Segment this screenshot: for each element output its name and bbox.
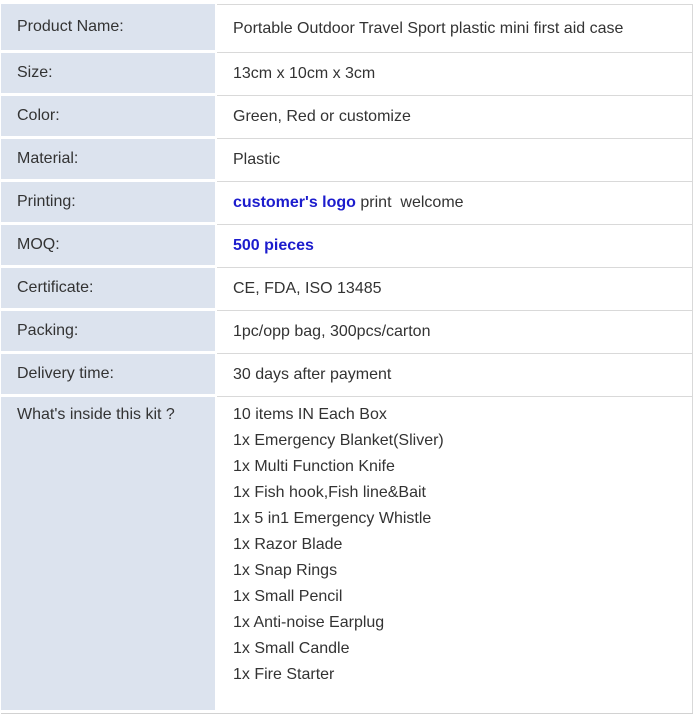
table-row-moq (1, 225, 693, 268)
kit-list-item: 1x Emergency Blanket(Sliver) (233, 432, 444, 449)
spec-label-printing (1, 182, 217, 225)
printing-highlight-text: customer's logo (233, 194, 356, 211)
spec-value-size (217, 53, 693, 96)
kit-list-item: 1x Small Pencil (233, 588, 343, 605)
spec-label-product-name (1, 4, 217, 53)
spec-label-material (1, 139, 217, 182)
spec-value-text: Green, Red or customize (233, 108, 411, 125)
spec-label-moq (1, 225, 217, 268)
spec-label-certificate (1, 268, 217, 311)
spec-label-text: Color: (17, 107, 60, 124)
table-row-kit-contents (1, 397, 693, 713)
kit-list-item: 1x Fish hook,Fish line&Bait (233, 484, 426, 501)
spec-value-delivery-time (217, 354, 693, 397)
spec-label-delivery-time (1, 354, 217, 397)
spec-value-text: 13cm x 10cm x 3cm (233, 65, 376, 82)
moq-highlight-text: 500 pieces (233, 237, 314, 254)
spec-label-size (1, 53, 217, 96)
spec-value-printing (217, 182, 693, 225)
table-row-color (1, 96, 693, 139)
printing-rest-text: print welcome (355, 194, 464, 211)
spec-value-text: Plastic (233, 151, 281, 168)
table-row-packing (1, 311, 693, 354)
spec-value-certificate (217, 268, 693, 311)
table-row-certificate (1, 268, 693, 311)
spec-value-text: 30 days after payment (233, 366, 392, 383)
spec-label-text: Size: (17, 64, 53, 81)
spec-value-text: CE, FDA, ISO 13485 (233, 280, 382, 297)
table-row-material (1, 139, 693, 182)
spec-value-text: Portable Outdoor Travel Sport plastic mini first aid case (233, 19, 624, 37)
spec-label-color (1, 96, 217, 139)
spec-label-text: Certificate: (17, 279, 94, 296)
table-row-delivery-time (1, 354, 693, 397)
table-row-product-name (1, 4, 693, 53)
spec-label-text: Delivery time: (17, 365, 114, 382)
kit-list-item: 1x Fire Starter (233, 666, 335, 683)
kit-list-item: 1x 5 in1 Emergency Whistle (233, 510, 432, 527)
spec-value-color (217, 96, 693, 139)
kit-list-item: 10 items IN Each Box (233, 406, 387, 423)
spec-label-text: What's inside this kit ? (17, 406, 175, 423)
spec-value-packing (217, 311, 693, 354)
table-row-size (1, 53, 693, 96)
spec-label-text: MOQ: (17, 236, 60, 253)
kit-list-item: 1x Snap Rings (233, 562, 338, 579)
spec-value-material (217, 139, 693, 182)
spec-value-text: 1pc/opp bag, 300pcs/carton (233, 323, 431, 340)
spec-label-text: Product Name: (17, 18, 124, 35)
spec-value-product-name (217, 4, 693, 53)
spec-label-text: Material: (17, 150, 79, 167)
spec-value-kit-contents (217, 397, 693, 713)
spec-label-text: Printing: (17, 193, 76, 210)
table-row-printing (1, 182, 693, 225)
spec-label-kit-contents (1, 397, 217, 713)
spec-label-text: Packing: (17, 322, 79, 339)
kit-list-item: 1x Anti-noise Earplug (233, 614, 385, 631)
spec-value-moq (217, 225, 693, 268)
product-spec-table (1, 4, 693, 714)
kit-list-item: 1x Multi Function Knife (233, 458, 395, 475)
spec-label-packing (1, 311, 217, 354)
kit-list-item: 1x Razor Blade (233, 536, 343, 553)
kit-list-item: 1x Small Candle (233, 640, 350, 657)
